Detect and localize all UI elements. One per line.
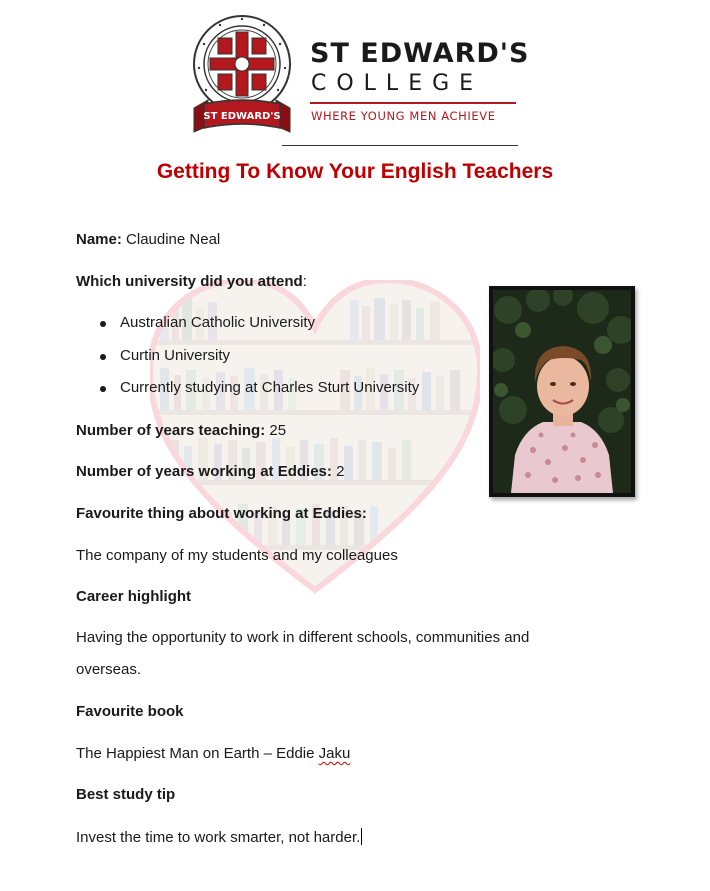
name-line [76,231,220,248]
university-label: Which university did you attend [76,273,303,290]
career-value-line-2: overseas. [76,661,142,678]
text-cursor [361,828,362,845]
years-eddies-line [76,463,344,480]
book-heading [76,703,184,720]
favourite-thing-value: The company of my students and my colleagues [76,547,398,564]
book-label: Favourite book [76,703,184,720]
tip-value: Invest the time to work smarter, not harder. [76,829,361,846]
brand-divider [310,102,516,104]
years-eddies-value: 2 [336,463,345,480]
tip-label: Best study tip [76,786,176,803]
career-heading [76,588,191,605]
favourite-thing-heading [76,505,367,522]
header-underline [282,145,518,146]
teacher-portrait-image [493,290,631,493]
list-item: Australian Catholic University [100,314,419,347]
years-teaching-label: Number of years teaching: [76,422,266,439]
brand-college: COLLEGE [311,71,484,96]
book-value [76,745,350,762]
university-colon: : [302,273,307,290]
college-crest-logo [190,8,298,138]
brand-tagline: WHERE YOUNG MEN ACHIEVE [311,109,496,123]
career-label: Career highlight [76,588,192,605]
university-list [100,314,419,412]
university-heading [76,273,307,290]
crest-banner-text: ST EDWARD'S [203,111,281,122]
list-item: Currently studying at Charles Sturt University [100,379,419,412]
tip-value-line[interactable] [76,828,362,846]
brand-name: ST EDWARD'S [310,38,530,69]
list-item: Curtin University [100,347,419,380]
favourite-thing-label: Favourite thing about working at Eddies: [76,505,367,522]
name-label: Name: [76,231,122,248]
book-value-text: The Happiest Man on Earth – Eddie [76,745,319,762]
years-teaching-value: 25 [269,422,287,439]
document-title: Getting To Know Your English Teachers [156,160,554,183]
name-value: Claudine Neal [126,231,221,248]
college-header [190,8,530,148]
spellcheck-flagged-word[interactable]: Jaku [318,745,351,762]
years-teaching-line [76,422,286,439]
tip-heading [76,786,175,803]
career-value-line-1: Having the opportunity to work in different schools, communities and [76,629,530,646]
teacher-photo [489,286,635,497]
years-eddies-label: Number of years working at Eddies: [76,463,332,480]
